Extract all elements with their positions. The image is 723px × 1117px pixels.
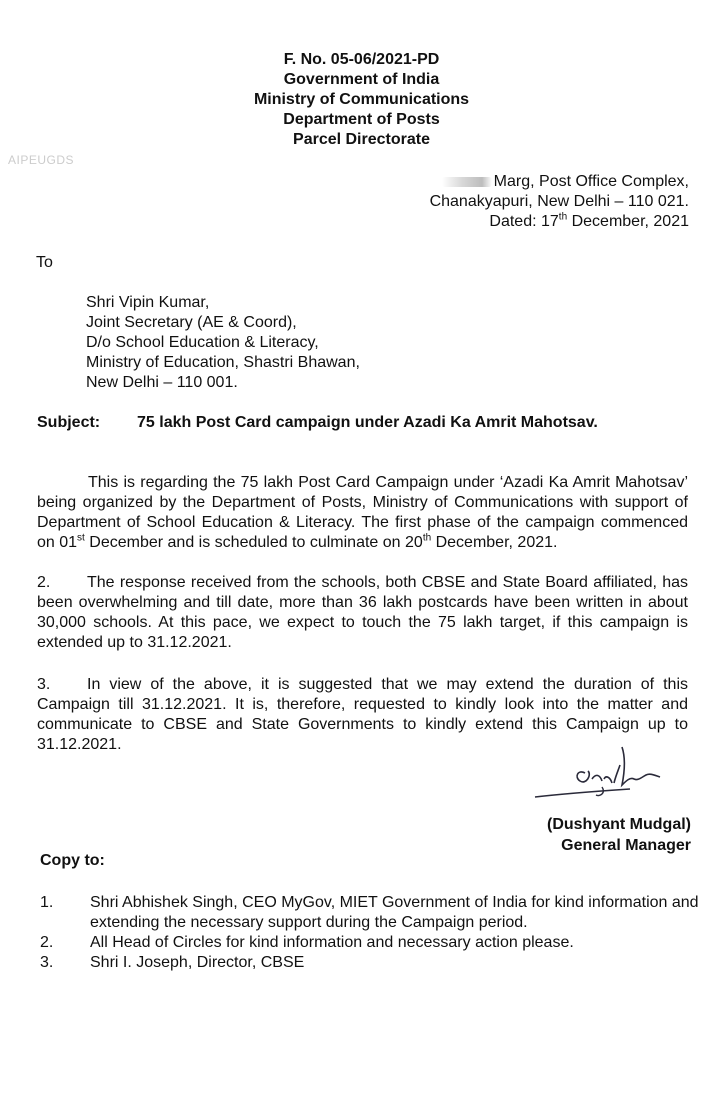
government-name: Government of India [283, 71, 440, 88]
paragraph-2: 2. The response received from the schools, both CBSE and State Board affiliated, has been overwhelming and till date, more than 36 lakh postcards have been written in about 30,000 schools. At this pace, we expect to touch the 75 lakh target, if this campaign is extended up to 31.12.2021. [37, 574, 688, 651]
list-item: 2. All Head of Circles for kind information and necessary action please. [40, 934, 574, 951]
letterhead [0, 50, 723, 150]
copy-to-label: Copy to: [40, 852, 105, 869]
subject-text: 75 lakh Post Card campaign under Azadi Ka Amrit Mahotsav. [137, 414, 598, 431]
address-line-1: Marg, Post Office Complex, [430, 172, 689, 192]
signatory-title: General Manager [561, 837, 691, 854]
recipient-city: New Delhi – 110 001. [86, 374, 238, 391]
signatory-block [547, 814, 691, 856]
subject-label: Subject: [37, 414, 101, 431]
directorate-name: Parcel Directorate [293, 131, 430, 148]
subject-line [37, 414, 598, 432]
smudged-text [442, 177, 492, 187]
list-item: 1. Shri Abhishek Singh, CEO MyGov, MIET Government of India for kind information and extending the necessary support during the Campaign period. [40, 894, 699, 931]
handwritten-signature [530, 745, 680, 805]
copy-to-list [40, 893, 700, 973]
recipient-block [86, 293, 360, 393]
signatory-name: (Dushyant Mudgal) [547, 816, 691, 833]
file-number: F. No. 05-06/2021-PD [283, 51, 440, 68]
letter-date: Dated: 17th December, 2021 [489, 211, 689, 230]
recipient-designation: Joint Secretary (AE & Coord), [86, 314, 297, 331]
list-item: 3. Shri I. Joseph, Director, CBSE [40, 954, 305, 971]
department-name: Department of Posts [283, 111, 440, 128]
ministry-name: Ministry of Communications [253, 91, 470, 108]
address-line-2: Chanakyapuri, New Delhi – 110 021. [429, 193, 689, 210]
paragraph-1: This is regarding the 75 lakh Post Card Campaign under ‘Azadi Ka Amrit Mahotsav’ being organized by the Department of Posts, Ministry of Communications with support of Department of School Education & Literacy. The first phase of the campaign commenced on 01st December and is scheduled to culminate on 20th December, 2021. [37, 474, 688, 551]
paragraph-number: 2. [37, 574, 51, 591]
recipient-name: Shri Vipin Kumar, [86, 294, 210, 311]
paragraph-3: 3. In view of the above, it is suggested that we may extend the duration of this Campaign till 31.12.2021. It is, therefore, requested to kindly look into the matter and communicate to CBSE and State Governments to kindly extend this Campaign up to 31.12.2021. [37, 676, 688, 753]
sender-address [430, 172, 689, 232]
watermark: AIPEUGDS [8, 153, 75, 167]
to-label: To [36, 254, 53, 271]
recipient-ministry: Ministry of Education, Shastri Bhawan, [86, 354, 360, 371]
recipient-department: D/o School Education & Literacy, [86, 334, 319, 351]
paragraph-number: 3. [37, 676, 51, 693]
